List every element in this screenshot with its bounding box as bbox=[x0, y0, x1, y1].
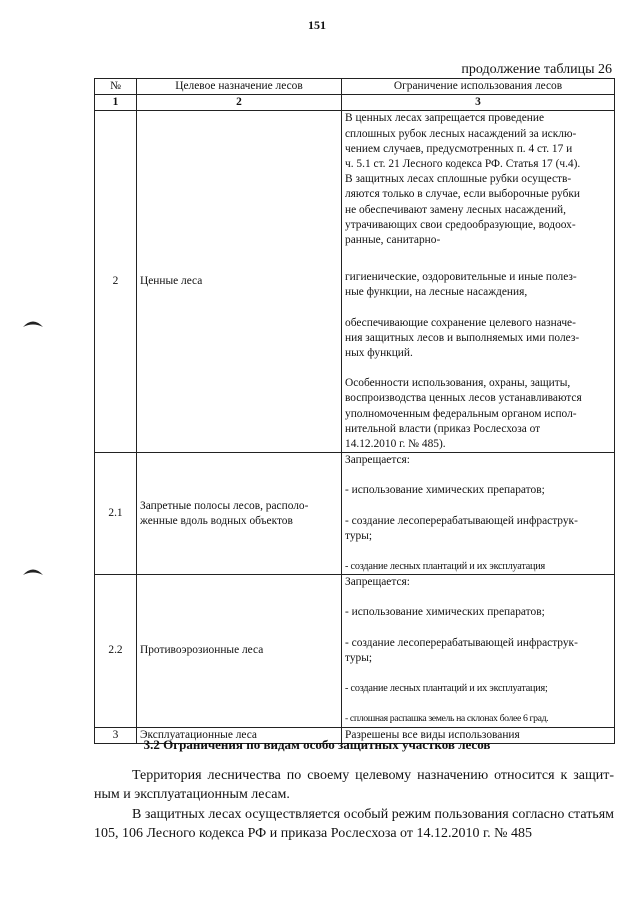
restriction-line: В защитных лесах сплошные рубки осуществ- bbox=[345, 173, 572, 186]
restriction-line: - использование химических препаратов; bbox=[345, 484, 545, 497]
restriction-line: В ценных лесах запрещается проведение bbox=[345, 112, 544, 125]
row-number: 2 bbox=[95, 111, 137, 453]
restriction-line: ч. 5.1 ст. 21 Лесного кодекса РФ. Статья 17 (ч.4). bbox=[345, 158, 581, 171]
binding-mark-icon bbox=[22, 318, 44, 328]
restriction-line: - сплошная распашка земель на склонах более 6 град. bbox=[345, 713, 549, 725]
header-purpose: Целевое назначение лесов bbox=[137, 79, 342, 95]
restriction-line: - создание лесных плантаций и их эксплуатация bbox=[345, 561, 546, 573]
restriction-line: - создание лесных плантаций и их эксплуатация; bbox=[345, 683, 548, 695]
row-number: 2.2 bbox=[95, 575, 137, 727]
restriction-line: Запрещается: bbox=[345, 576, 410, 589]
restriction-line: - создание лесоперерабатывающей инфраструк- bbox=[345, 514, 578, 527]
restriction-line: воспроизводства ценных лесов устанавливаются bbox=[345, 392, 582, 405]
restriction-line: Особенности использования, охраны, защиты, bbox=[345, 377, 571, 390]
restriction-line: нительной власти (приказ Рослесхоза от bbox=[345, 422, 541, 435]
table-row bbox=[95, 453, 615, 575]
header-number: № bbox=[95, 79, 137, 95]
restriction-line: Запрещается: bbox=[345, 454, 410, 467]
restriction-line: Разрешены все виды использования bbox=[345, 728, 520, 741]
restriction-line: утрачивающих свои средообразующие, водоох- bbox=[345, 218, 576, 231]
restriction-text bbox=[342, 575, 615, 727]
page-number: 151 bbox=[308, 18, 326, 32]
restriction-line: уполномоченным федеральным органом испол- bbox=[345, 407, 577, 420]
restriction-line: туры; bbox=[345, 529, 373, 542]
section-title: 3.2 Ограничения по видам особо защитных участков лесов bbox=[143, 737, 491, 752]
restriction-text bbox=[342, 453, 615, 575]
restriction-line: ранные, санитарно- bbox=[345, 234, 441, 247]
table-header-row bbox=[95, 79, 615, 95]
forest-restrictions-table bbox=[94, 78, 615, 744]
restriction-line: не обеспечивают замену лесных насаждений, bbox=[345, 203, 566, 216]
body-paragraph: Территория лесничества по своему целевому назначению относится к защит-ным и эксплуатационным лесам. bbox=[94, 768, 614, 802]
restriction-line: ляются только в случае, если выборочные рубки bbox=[345, 188, 581, 201]
row-number: 2.1 bbox=[95, 453, 137, 575]
restriction-line: чением случаев, предусмотренных п. 4 ст. 17 и bbox=[345, 142, 573, 155]
restriction-line: - использование химических препаратов; bbox=[345, 606, 545, 619]
binding-mark-icon bbox=[22, 566, 44, 576]
restriction-line: - создание лесоперерабатывающей инфраструк- bbox=[345, 636, 578, 649]
restriction-line: туры; bbox=[345, 651, 373, 664]
table-row bbox=[95, 111, 615, 453]
restriction-line: ния защитных лесов и выполняемых ими полез- bbox=[345, 331, 580, 344]
restriction-text bbox=[342, 111, 615, 453]
column-number: 2 bbox=[137, 95, 342, 111]
header-restriction: Ограничение использования лесов bbox=[342, 79, 615, 95]
forest-purpose: Противоэрозионные леса bbox=[137, 575, 342, 727]
row-number: 3 bbox=[95, 727, 137, 743]
restriction-line: обеспечивающие сохранение целевого назначе- bbox=[345, 316, 576, 329]
forest-purpose: Эксплуатационные леса bbox=[137, 727, 342, 743]
forest-purpose: Ценные леса bbox=[137, 111, 342, 453]
restriction-line: ных функций. bbox=[345, 347, 413, 360]
column-number-row bbox=[95, 95, 615, 111]
body-paragraph: В защитных лесах осуществляется особый режим пользования согласно статьям 105, 106 Лесного кодекса РФ и приказа Рослесхоза от 14.12.2010 г. № 485 bbox=[94, 807, 614, 841]
restriction-line: ные функции, на лесные насаждения, bbox=[345, 286, 528, 299]
column-number: 3 bbox=[342, 95, 615, 111]
column-number: 1 bbox=[95, 95, 137, 111]
restriction-line: сплошных рубок лесных насаждений за исклю- bbox=[345, 127, 577, 140]
restriction-line: 14.12.2010 г. № 485). bbox=[345, 438, 446, 451]
restriction-line: гигиенические, оздоровительные и иные полез- bbox=[345, 271, 577, 284]
table-row bbox=[95, 575, 615, 727]
table-caption: продолжение таблицы 26 bbox=[461, 62, 612, 77]
forest-purpose: Запретные полосы лесов, располо-женные вдоль водных объектов bbox=[137, 453, 342, 575]
